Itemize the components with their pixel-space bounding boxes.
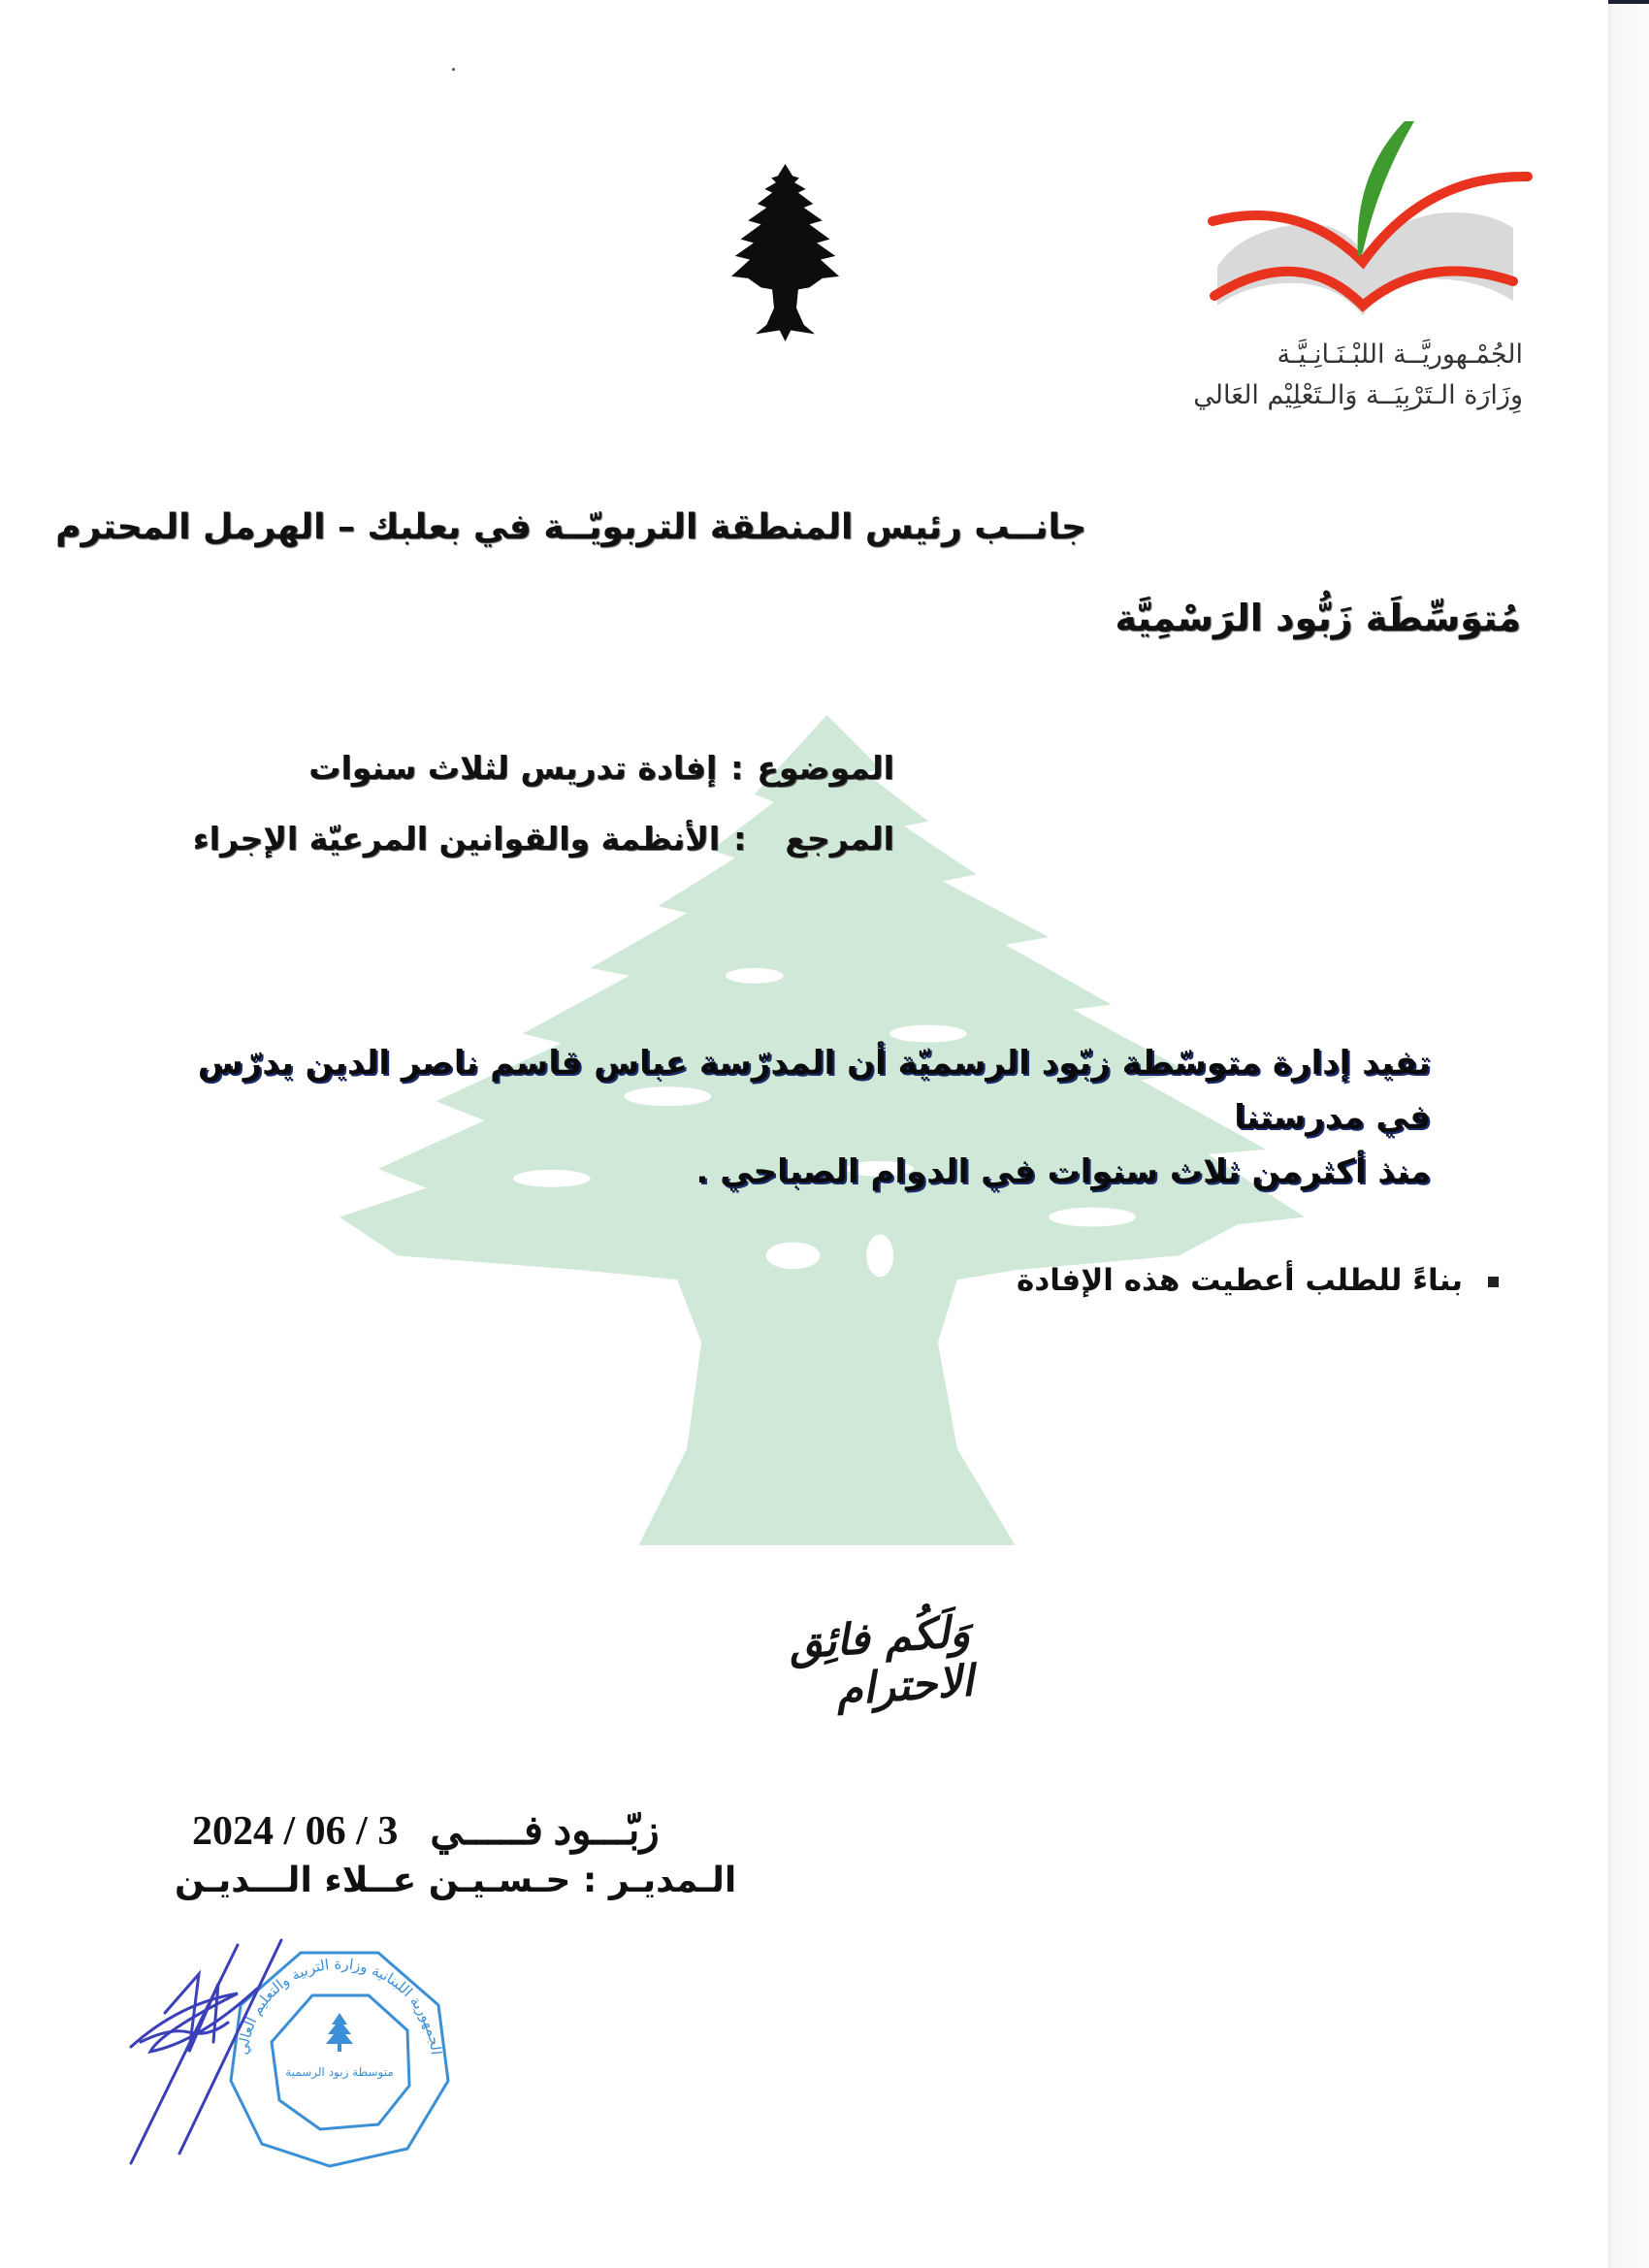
body-line-2: منذ أكثرمن ثلاث سنوات في الدوام الصباحي . <box>695 1152 1431 1191</box>
school-name: مُتوَسِّطَة زَبُّود الرَسْمِيَّة <box>1115 597 1521 639</box>
ministry-line-1: الجُمْـهوريَّــة اللبْـنَـانِـيَّـة <box>1277 340 1523 370</box>
director-line <box>175 1861 736 1900</box>
subject-label: الموضوع <box>757 749 894 787</box>
date-value: 2024 / 06 / 3 <box>192 1809 399 1854</box>
ministry-logo <box>1193 107 1542 330</box>
scan-border <box>1608 0 1649 2268</box>
scan-border-top <box>1608 0 1649 4</box>
stamp-inner-text: متوسطة زبود الرسمية <box>285 2065 394 2079</box>
cedar-tree-icon <box>729 155 841 349</box>
certificate-body <box>160 1036 1431 1199</box>
director-label: الـمديـر <box>608 1861 737 1900</box>
date-line <box>192 1806 660 1855</box>
bullet-text: بناءً للطلب أعطيت هذه الإفادة <box>1017 1263 1463 1298</box>
reference-label: المرجع <box>785 820 894 858</box>
subject-row <box>308 749 894 787</box>
subject-colon: : <box>730 749 744 787</box>
addressee-line: جانــب رئيس المنطقة التربويّــة في بعلبك – الهرمل المحترم <box>55 507 1086 547</box>
body-line-1: تفيد إدارة متوسّطة زبّود الرسميّة أن المدرّسة عباس قاسم ناصر الدين يدرّس في مدرستنا <box>197 1044 1431 1137</box>
closing-text: وَلَكُم فائِق الاحترام <box>787 1606 976 1716</box>
reference-value: الأنظمة والقوانين المرعيّة الإجراء <box>192 820 721 858</box>
reference-colon: : <box>733 820 747 858</box>
ministry-line-2: وِزَارَة الـتَرْبِيَــة وَالـتَعْلِيْم العَالي <box>1193 380 1523 410</box>
subject-value: إفادة تدريس لثلاث سنوات <box>308 749 718 787</box>
date-place: زبّـــود فـــــي <box>430 1809 660 1854</box>
director-name: حـسـيـن عــلاء الـــديـن <box>175 1861 571 1900</box>
signature <box>121 1935 286 2168</box>
closing-calligraphy <box>652 1606 976 1716</box>
reference-row <box>193 820 894 858</box>
bullet-item <box>1017 1263 1499 1298</box>
stamp-outer-text: الجمهورية اللبنانية وزارة التربية والتعليم العالي <box>234 1955 445 2057</box>
ministry-name <box>1145 335 1523 416</box>
scan-speck <box>452 68 455 71</box>
director-colon: : <box>582 1861 598 1900</box>
bullet-square-icon <box>1488 1277 1499 1287</box>
